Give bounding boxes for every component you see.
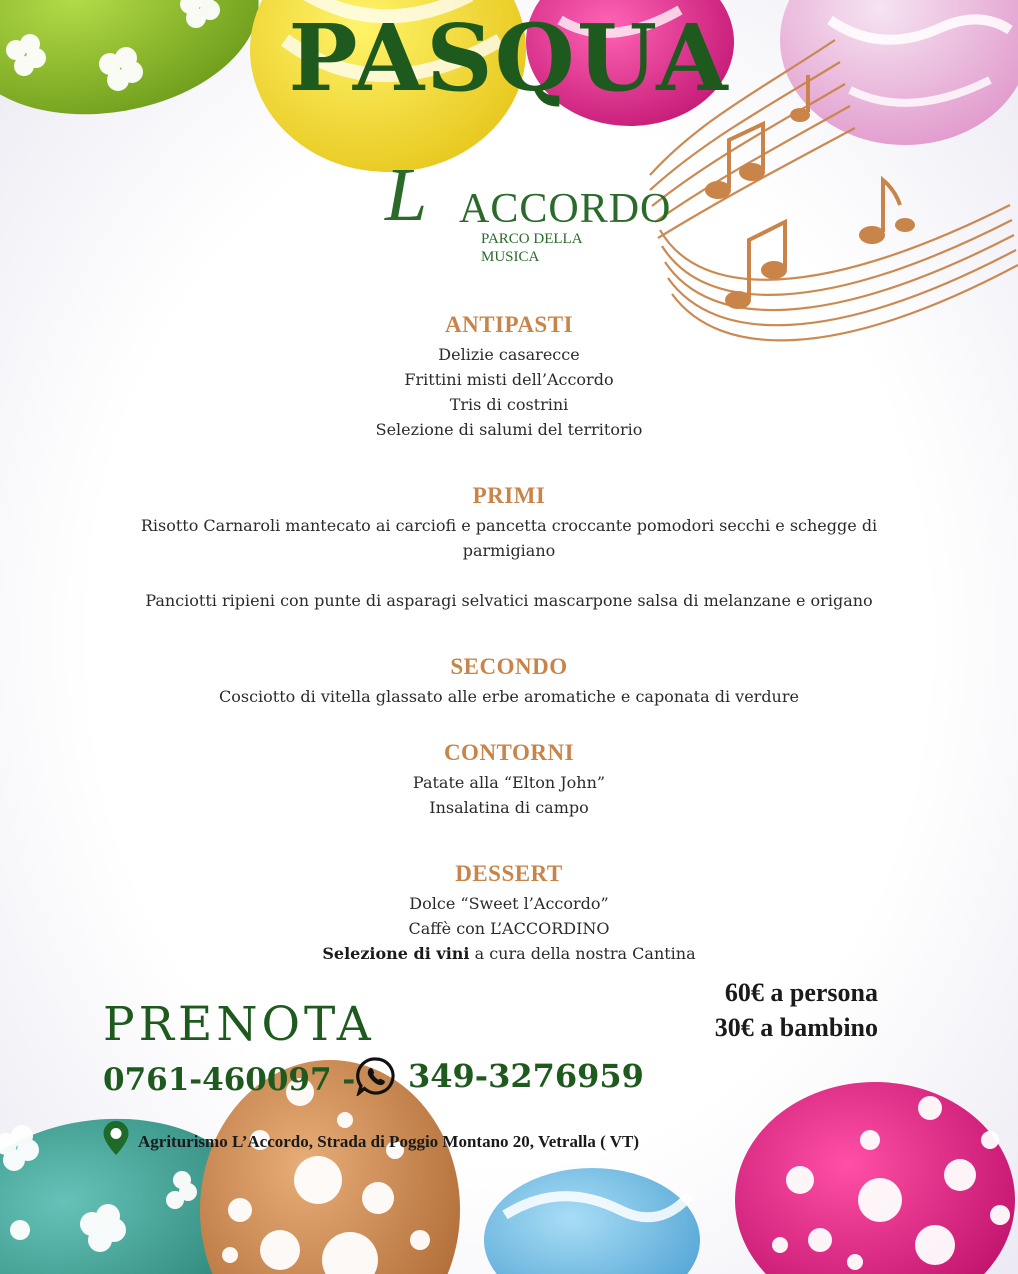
- page-title: PASQUA: [288, 4, 730, 112]
- menu-item: parmigiano: [462, 541, 556, 560]
- menu-item: Dolce “Sweet l’Accordo”: [409, 894, 609, 913]
- phone-landline[interactable]: 0761-460097 -: [103, 1062, 356, 1098]
- logo-initial: L: [385, 153, 428, 237]
- section-title: CONTORNI: [443, 740, 575, 765]
- price-child: 30€ a bambino: [714, 1013, 878, 1042]
- menu-item: Selezione di salumi del territorio: [375, 420, 643, 439]
- section-title: SECONDO: [450, 654, 568, 679]
- wine-selection-bold: Selezione di vini: [322, 944, 470, 963]
- location-pin-icon: [102, 1120, 130, 1156]
- section-title: DESSERT: [455, 861, 563, 886]
- menu-section-antipasti: [0, 312, 1018, 442]
- menu-item: Panciotti ripieni con punte di asparagi selvatici mascarpone salsa di melanzane e origano: [145, 591, 873, 610]
- menu-item: Caffè con L’ACCORDINO: [408, 919, 610, 938]
- wine-selection: [0, 941, 1018, 966]
- whatsapp-icon: [356, 1056, 396, 1096]
- wine-selection-rest: a cura della nostra Cantina: [469, 944, 696, 963]
- menu-section-primi: [0, 483, 1018, 613]
- logo-name: ACCORDO: [459, 186, 672, 232]
- phone-whatsapp[interactable]: 349-3276959: [408, 1057, 644, 1095]
- restaurant-address: Agriturismo L’Accordo, Strada di Poggio Montano 20, Vetralla ( VT): [138, 1132, 640, 1151]
- menu-item: Frittini misti dell’Accordo: [404, 370, 614, 389]
- restaurant-logo: [385, 150, 672, 265]
- menu-item: Delizie casarecce: [438, 345, 580, 364]
- logo-subtitle: PARCO DELLA MUSICA: [481, 231, 582, 265]
- menu-item: Cosciotto di vitella glassato alle erbe aromatiche e caponata di verdure: [219, 687, 799, 706]
- menu-item: Patate alla “Elton John”: [412, 773, 606, 792]
- menu-section-dessert: [0, 861, 1018, 966]
- menu-section-secondo: [0, 654, 1018, 709]
- menu-item: Risotto Carnaroli mantecato ai carciofi e pancetta croccante pomodori secchi e schegge di: [140, 516, 878, 535]
- menu-item: Insalatina di campo: [429, 798, 589, 817]
- section-title: ANTIPASTI: [444, 312, 574, 337]
- menu-item: Tris di costrini: [449, 395, 569, 414]
- menu-section-contorni: [0, 740, 1018, 820]
- section-title: PRIMI: [472, 483, 546, 508]
- price-adult: 60€ a persona: [724, 978, 878, 1007]
- booking-label: PRENOTA: [103, 997, 375, 1052]
